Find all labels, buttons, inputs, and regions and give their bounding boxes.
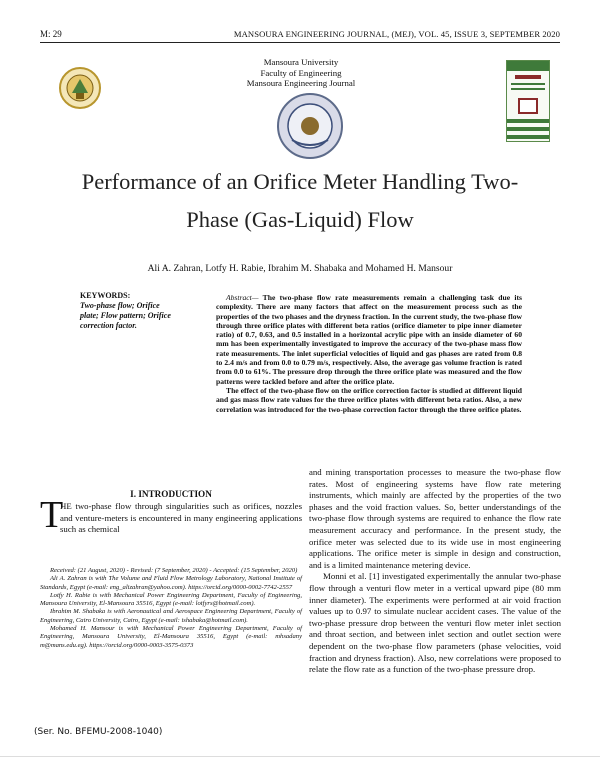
intro-paragraph: HE two-phase flow through singularities such as orifices, nozzles and venture-meters is encountered in many engineering applications such as chemical xyxy=(60,501,302,535)
right-paragraph-2: Monni et al. [1] investigated experimentally the annular two-phase flow through a venturi flow meter in a vertical upward pipe (80 mm inner diameter). The experiments were performed at air void fraction values up to 0.97 to simulate nuclear accident cases. The value of the two-phase pressure drop between the venturi flow meter inlet section and throat section, and between inlet section and outlet section were dependent on the two-phase flow parameters (phase velocities, void fraction and dryness fraction). Also, new correlations were proposed to relate the flow rate as a function of the two-phase pressure drop. xyxy=(309,571,561,675)
right-paragraph-1: and mining transportation processes to measure the two-phase flow rates. Most of engineering systems have flow rate metering instruments, which mainly are affected by the properties of the two phases and the void fraction values. So, better understandings of the two-phase flow through systems are required to enhance the flow rate measurement accuracy and performance. In the present study, the orifice meter was selected due to its wide use in most engineering applications. The orifice meter is simple in design and construction, and is a limited maintenance metering device. xyxy=(309,467,561,570)
keywords-text: Two-phase flow; Orifice plate; Flow pattern; Orifice correction factor. xyxy=(80,301,171,330)
drop-cap: T xyxy=(40,494,64,536)
section-heading-introduction: I. INTRODUCTION xyxy=(130,489,212,499)
keywords-box xyxy=(80,291,178,331)
paper-title: Performance of an Orifice Meter Handling Two-Phase (Gas-Liquid) Flow xyxy=(81,169,519,232)
abstract-paragraph-1 xyxy=(216,293,522,386)
masthead-text xyxy=(48,57,554,89)
author-notes xyxy=(40,567,302,650)
page-id: M: 29 xyxy=(40,29,62,39)
author-note-3: Ibrahim M. Shabaka is with Aeronautical and Aerospace Engineering Department, Faculty of Engineering, Cairo University, Cairo, Egypt (e-mail: ishabaka@hotmail.com). xyxy=(40,608,302,624)
received-dates: Received: (21 August, 2020) - Revised: (7 September, 2020) - Accepted: (15 September, 2020) xyxy=(50,567,298,574)
faculty-name: Faculty of Engineering xyxy=(260,67,342,78)
page-bottom-rule xyxy=(0,756,600,757)
author-note-4: Mohamed H. Mansour is with Mechanical Power Engineering Department, Faculty of Engineering, Mansoura University, El-Mansoura 35516, Egypt (e-mail: mhsadany m@mans.edu.eg). https://orcid.org/0000-0003-3575-0373 xyxy=(40,625,302,649)
abstract-paragraph-2: The effect of the two-phase flow on the orifice correction factor is studied at different liquid and gas mass flow rate values for the three orifice plates with different beta ratios. Also, a new correlation was introduced for the two-phase correction factor through the three orifice plates. xyxy=(216,385,522,414)
university-name: Mansoura University xyxy=(263,57,339,67)
header-rule xyxy=(40,42,560,43)
author-note-2: Lotfy H. Rabie is with Mechanical Power Engineering Department, Faculty of Engineering, Mansoura University, El-Mansoura 35516, Egypt (e-mail: lotfyrs@hotmail.com). xyxy=(40,591,302,608)
keywords-heading: KEYWORDS: xyxy=(80,291,131,300)
journal-logo-icon xyxy=(506,60,550,142)
journal-header: MANSOURA ENGINEERING JOURNAL, (MEJ), VOL. 45, ISSUE 3, SEPTEMBER 2020 xyxy=(233,29,560,39)
author-note-1: Ali A. Zahran is with The Volume and Fluid Flow Metrology Laboratory, National Institute of Standards, Egypt (e-mail: eng_alizahran@yahoo.com). https://orcid.org/0000-0002-7742-2557 xyxy=(40,575,302,591)
abstract-lead: Abstract— xyxy=(226,293,259,302)
serial-number: (Ser. No. BFEMU-2008-1040) xyxy=(34,727,163,737)
abstract xyxy=(216,293,522,414)
abstract-text-1: The two-phase flow rate measurements remain a challenging task due its complexity. There are many factors that affect on the measurement process such as the properties of the two phases and the dryness fraction. In the current study, the two-phase flow through three orifice plates with different beta ratios (orifice diameter to pipe inner diameter ratio) of 0.7, 0.63, and 0.5 installed in a horizontal acrylic pipe with an inside diameter of 60 mm has been experimentally investigated to improve the accuracy of the two-phase mass flow rate measurements. The inlet superficial velocities of liquid and gas phases are rated from 0.8 to 2.4 m/s and from 0.0 to 0.79 m/s, respectively. Also, the average gas volume fraction is rated from 0.0 to 61%. The pressure drop through the three orifice plate was measured and the flow patterns were tackled before and after the orifice plate. xyxy=(216,293,522,386)
right-column xyxy=(309,467,561,676)
engineering-seal-icon xyxy=(266,88,354,160)
author-list: Ali A. Zahran, Lotfy H. Rabie, Ibrahim M. Shabaka and Mohamed H. Mansour xyxy=(147,263,453,274)
journal-name: Mansoura Engineering Journal xyxy=(246,78,356,88)
masthead xyxy=(48,50,554,160)
